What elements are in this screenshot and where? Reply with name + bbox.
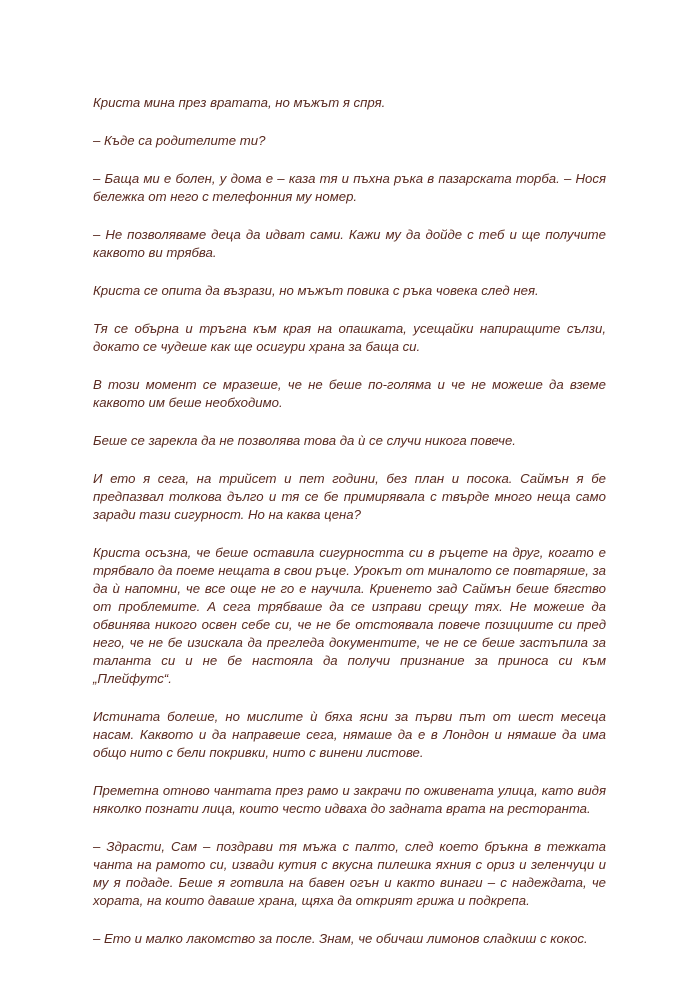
paragraph: – Къде са родителите ти? bbox=[93, 133, 266, 148]
paragraph: Преметна отново чантата през рамо и закрачи по оживената улица, като видя няколко познати лица, които често идваха до задната врата на ресторанта. bbox=[93, 783, 606, 816]
paragraph: Истината болеше, но мислите ѝ бяха ясни за първи път от шест месеца насам. Каквото и да направеше сега, нямаше да е в Лондон и нямаше да има общо нито с бели покривки, нито с винени листове. bbox=[93, 709, 606, 760]
paragraph: – Баща ми е болен, у дома е – каза тя и пъхна ръка в пазарската торба. – Нося бележка от него с телефонния му номер. bbox=[93, 171, 606, 204]
paragraph: И ето я сега, на трийсет и пет години, без план и посока. Саймън я бе предпазвал толкова дълго и тя се бе примирявала с твърде много неща само заради тази сигурност. Но на каква цена? bbox=[93, 471, 606, 522]
paragraph: Тя се обърна и тръгна към края на опашката, усещайки напиращите сълзи, докато се чудеше как ще осигури храна за баща си. bbox=[93, 321, 606, 354]
document-body bbox=[93, 94, 606, 968]
paragraph: Криста осъзна, че беше оставила сигурността си в ръцете на друг, когато е трябвало да поеме нещата в свои ръце. Урокът от миналото се повтаряше, за да ѝ напомни, че все още не го е научила. Криенето зад Саймън беше бягство от проблемите. А сега трябваше да се изправи срещу тях. Не можеше да обвинява никого освен себе си, че не бе отстоявала повече позициите си пред него, че не бе изискала да прегледа документите, че не се беше застъпила за таланта си и не бе настояла да получи признание за приноса си към „Плейфутс“. bbox=[93, 545, 606, 686]
paragraph: – Не позволяваме деца да идват сами. Кажи му да дойде с теб и ще получите каквото ви трябва. bbox=[93, 227, 606, 260]
paragraph: Криста се опита да възрази, но мъжът повика с ръка човека след нея. bbox=[93, 283, 539, 298]
paragraph: – Ето и малко лакомство за после. Знам, че обичаш лимонов сладкиш с кокос. bbox=[93, 931, 588, 946]
paragraph: В този момент се мразеше, че не беше по-голяма и че не можеше да вземе каквото им беше необходимо. bbox=[93, 377, 606, 410]
paragraph: – Здрасти, Сам – поздрави тя мъжа с палто, след което бръкна в тежката чанта на рамото си, извади кутия с вкусна пилешка яхния с ориз и зеленчуци и му я подаде. Беше я готвила на бавен огън и както винаги – с надеждата, че хората, на които даваше храна, щяха да открият грижа и подкрепа. bbox=[93, 839, 606, 908]
paragraph: Криста мина през вратата, но мъжът я спря. bbox=[93, 95, 386, 110]
paragraph: Беше се зарекла да не позволява това да ѝ се случи никога повече. bbox=[93, 433, 516, 448]
